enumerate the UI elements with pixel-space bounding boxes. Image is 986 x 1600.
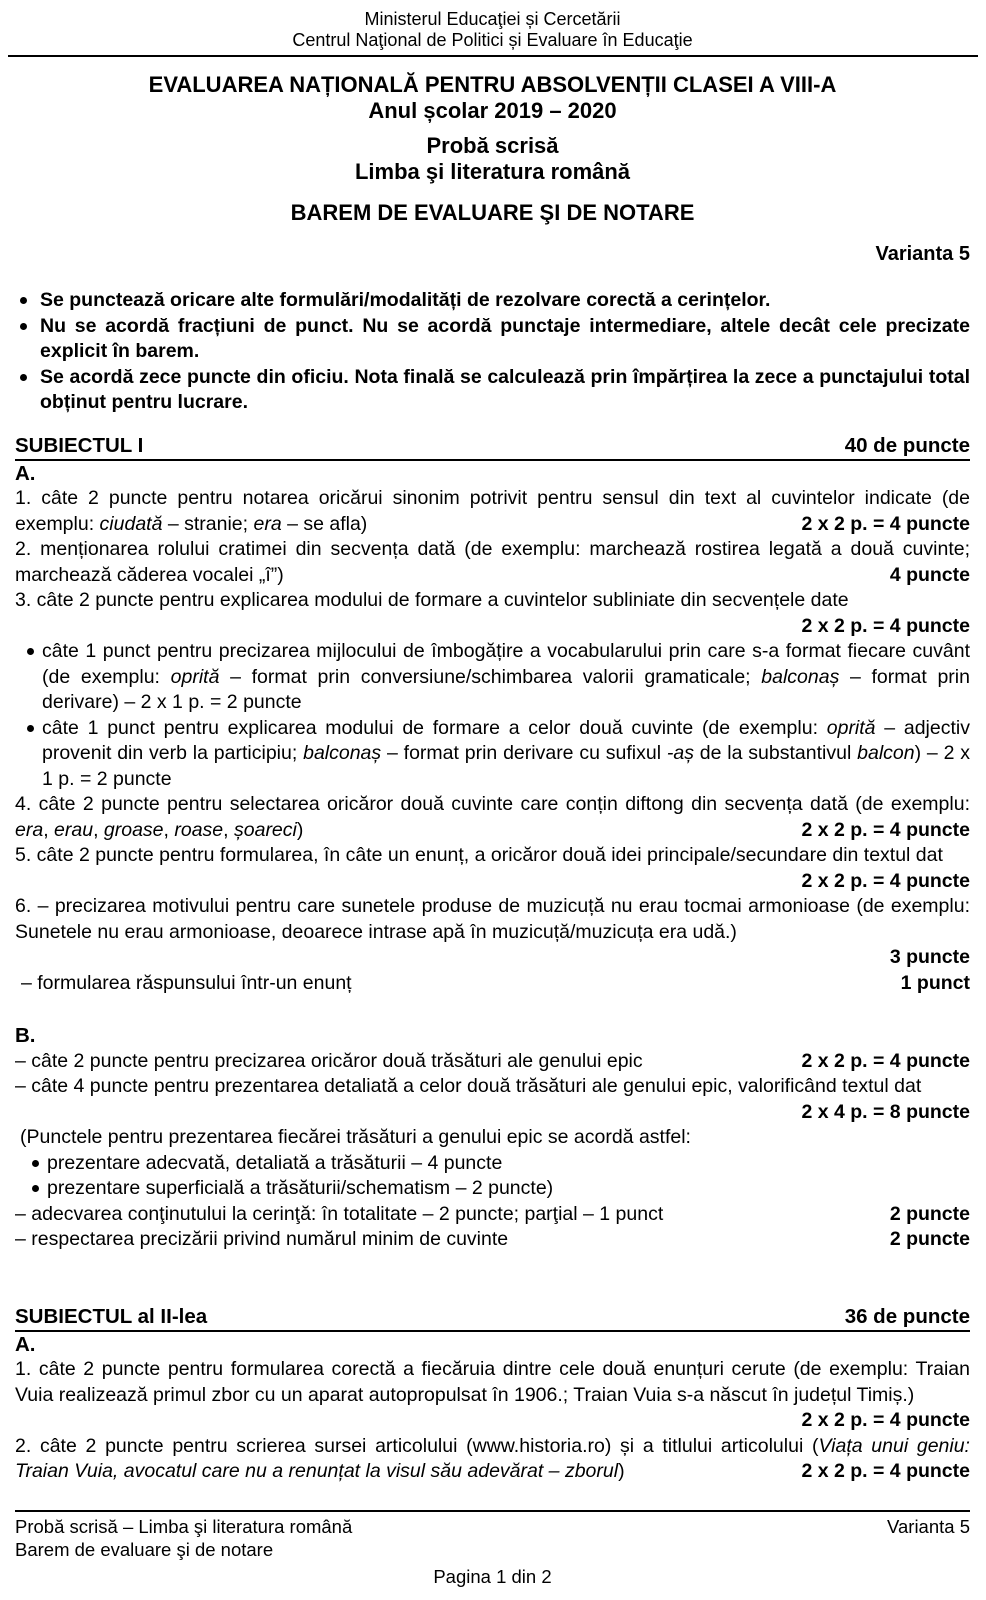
bullet-icon [27,648,34,655]
footer-subject-line: Probă scrisă – Limba şi literatura română [15,1516,353,1537]
page-number: Pagina 1 din 2 [433,1566,552,1587]
rubric-points: 2 x 2 p. = 4 puncte [801,818,970,841]
title-block [15,72,970,226]
bullet-icon [20,374,27,381]
rubric-item [21,971,970,997]
general-note [15,314,970,365]
rubric-points: 2 puncte [889,1202,970,1225]
variant-label: Varianta 5 [875,243,970,265]
rubric-subitem [15,1176,970,1202]
rubric-text: prezentare adecvată, detaliată a trăsăturii – 4 puncte [47,1151,503,1174]
section-points: 40 de puncte [844,433,970,457]
general-notes [15,288,970,416]
page-footer [15,1510,970,1588]
rubric-item [15,894,970,971]
rubric-item [15,1074,970,1125]
rubric-item [15,588,970,639]
rubric-subitem [15,716,970,793]
rubric-text: – formularea răspunsului într-un enunț [21,971,352,994]
subject2-heading-row [15,1305,970,1332]
rubric-points: 2 x 2 p. = 4 puncte [801,1409,970,1431]
rubric-text: – câte 4 puncte pentru prezentarea detaliată a celor două trăsături ale genului epic, valorificând textul dat [15,1075,922,1097]
rubric-text: – adecvarea conţinutului la cerinţă: în totalitate – 2 puncte; parţial – 1 punct [15,1202,664,1225]
rubric-subitem [15,1151,970,1177]
rubric-text: 1. câte 2 puncte pentru formularea corectă a fiecăruia dintre cele două enunțuri cerute (de exemplu: Traian Vuia realizează primul zbor cu un aparat autopropulsat în 1906.; Traian Vuia s-a născut în județul Timiș.) [15,1358,970,1406]
note-text: Se punctează oricare alte formulări/modalități de rezolvare corectă a cerințelor. [40,289,771,311]
section-points: 36 de puncte [844,1304,970,1328]
rubric-text: 1. câte 2 puncte pentru notarea oricărui sinonim potrivit pentru sensul din text al cuvintelor indicate (de exemplu: ciudată – stranie; era – se afla) [15,487,970,535]
header-divider [8,55,978,57]
org-header [15,0,970,51]
bullet-icon [20,323,27,330]
rubric-item [15,1202,970,1228]
rubric-item [15,1434,970,1485]
footer-divider [15,1510,970,1512]
section-b-label: B. [15,1024,36,1047]
rubric-points: 2 x 2 p. = 4 puncte [801,1049,970,1072]
rubric-text: 4. câte 2 puncte pentru selectarea oricăror două cuvinte care conțin diftong din secvența dată (de exemplu: era, erau, groase, roase, șoareci) [15,793,970,841]
subject1-heading-row [15,434,970,461]
rubric-item [15,792,970,843]
rubric-text: 3. câte 2 puncte pentru explicarea modului de formare a cuvintelor subliniate din secvențele date [15,589,849,611]
rubric-text: 5. câte 2 puncte pentru formularea, în câte un enunț, a oricăror două idei principale/secundare din textul dat [15,844,943,866]
barem-heading: BAREM DE EVALUARE ŞI DE NOTARE [290,200,695,225]
bullet-icon [20,297,27,304]
bullet-icon [32,1160,39,1167]
general-note [15,288,970,314]
rubric-text: 6. – precizarea motivului pentru care sunetele produse de muzicuță nu erau tocmai armonioase (de exemplu: Sunetele nu erau armonioase, deoarece intrase apă în muzicuță/muzicuța era udă.) [15,895,970,943]
rubric-points: 2 x 2 p. = 4 puncte [801,1460,970,1482]
rubric-points: 3 puncte [889,946,970,968]
note-text: Se acordă zece puncte din oficiu. Nota finală se calculează prin împărțirea la zece a punctajului total obținut pentru lucrare. [40,365,970,413]
school-year: Anul școlar 2019 – 2020 [368,98,617,123]
rubric-item [15,1227,970,1253]
footer-variant: Varianta 5 [887,1516,970,1537]
note-text: Nu se acordă fracțiuni de punct. Nu se acordă punctaje intermediare, altele decât cele precizate explicit în barem. [40,314,970,362]
rubric-item [15,1049,970,1075]
general-note [15,365,970,416]
rubric-points: 4 puncte [889,563,970,586]
rubric-text: câte 1 punct pentru explicarea modului de formare a celor două cuvinte (de exemplu: oprită – adjectiv provenit din verb la participiu; balconaș – format prin derivare cu sufixul -aș de la substantivul balcon) – 2 x 1 p. = 2 puncte [42,716,971,790]
rubric-item [15,843,970,894]
center-line: Centrul Naţional de Politici și Evaluare în Educaţie [292,30,693,50]
rubric-text: – respectarea precizării privind numărul minim de cuvinte [15,1228,509,1250]
bullet-icon [27,725,34,732]
rubric-text: (Punctele pentru prezentarea fiecărei trăsături a genului epic se acordă astfel: [20,1126,691,1148]
rubric-item [15,486,970,537]
rubric-points: 2 x 2 p. = 4 puncte [801,614,970,637]
rubric-points: 2 puncte [889,1228,970,1250]
rubric-text: prezentare superficială a trăsăturii/schematism – 2 puncte) [47,1177,554,1199]
rubric-text: 2. câte 2 puncte pentru scrierea sursei articolului (www.historia.ro) și a titlului articolului (Viața unui geniu: Traian Vuia, avocatul care nu a renunțat la visul său adevărat – zborul) [15,1434,970,1482]
bullet-icon [32,1185,39,1192]
section-heading: SUBIECTUL al II-lea [15,1304,208,1328]
rubric-points: 2 x 4 p. = 8 puncte [801,1100,970,1123]
rubric-text: – câte 2 puncte pentru precizarea oricăror două trăsături ale genului epic [15,1049,643,1072]
footer-barem-line: Barem de evaluare şi de notare [15,1539,274,1560]
rubric-points: 2 x 2 p. = 4 puncte [801,869,970,892]
rubric-item [15,537,970,588]
rubric-points: 2 x 2 p. = 4 puncte [801,512,970,535]
exam-type: Probă scrisă [426,133,559,158]
exam-title: EVALUAREA NAȚIONALĂ PENTRU ABSOLVENȚII CLASEI A VIII-A [148,72,837,97]
ministry-line: Ministerul Educaţiei și Cercetării [364,9,621,29]
rubric-note [20,1125,970,1151]
section-a-label: A. [15,461,36,485]
section-heading: SUBIECTUL I [15,433,144,457]
rubric-item [15,1357,970,1434]
rubric-points: 1 punct [900,971,970,994]
rubric-subitem [15,639,970,716]
exam-subject: Limba şi literatura română [354,159,631,184]
section-a-label: A. [15,1332,36,1356]
rubric-text: câte 1 punct pentru precizarea mijlocului de îmbogățire a vocabularului prin care s-a format fiecare cuvânt (de exemplu: oprită – format prin conversiune/schimbarea valorii gramaticale; balconaș – format prin derivare) – 2 x 1 p. = 2 puncte [42,640,970,713]
rubric-text: 2. menționarea rolului cratimei din secvența dată (de exemplu: marchează rostirea legată a două cuvinte; marchează căderea vocalei „î”) [15,538,970,586]
